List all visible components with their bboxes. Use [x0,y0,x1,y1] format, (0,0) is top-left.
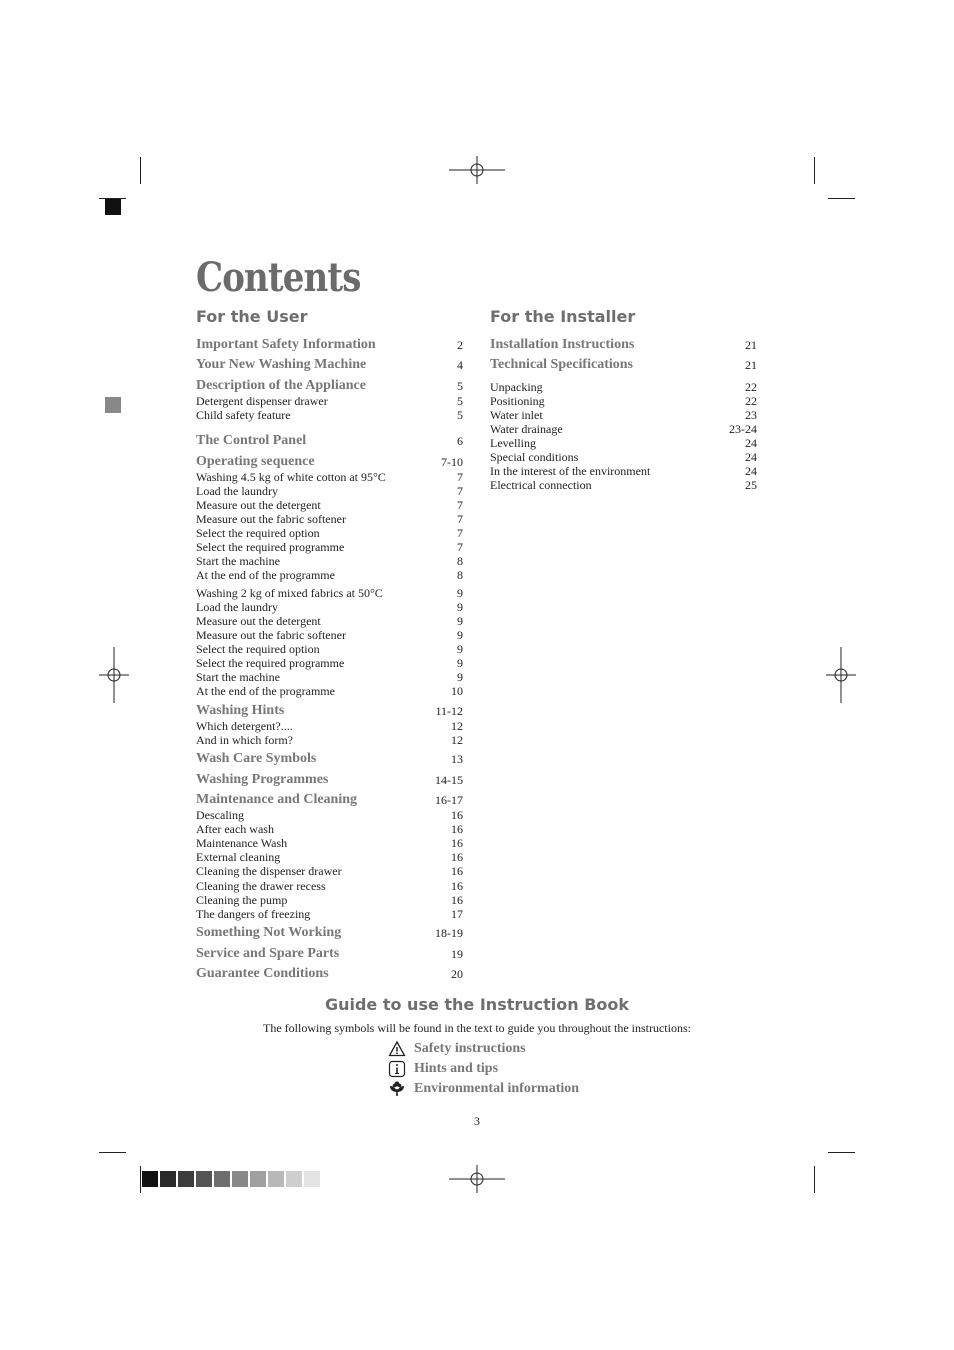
toc-heading-entry [196,432,463,450]
guide-title: Guide to use the Instruction Book [324,995,630,1014]
toc-entry-page: 7 [457,540,463,554]
toc-heading-entry [196,336,463,354]
toc-entry-page: 24 [745,436,757,450]
toc-entry-label: Something Not Working [196,925,342,940]
toc-entry-label: Levelling [490,436,536,450]
crop-mark [814,1166,815,1193]
toc-entry-page: 21 [745,338,757,352]
toc-entry [490,464,757,478]
toc-entry [196,670,463,684]
toc-entry [196,733,463,747]
toc-entry-page: 10 [451,684,463,698]
toc-entry [196,822,463,836]
legend-label: Hints and tips [414,1061,499,1076]
toc-heading-entry [196,377,463,395]
toc-entry-label: Measure out the detergent [196,614,321,628]
toc-heading-entry [196,750,463,768]
toc-entry-label: Important Safety Information [196,337,376,352]
toc-entry-page: 16 [451,836,463,850]
toc-entry-page: 9 [457,586,463,600]
toc-entry-page: 20 [451,967,463,981]
toc-entry-label: Select the required programme [196,540,345,554]
toc-entry [196,628,463,642]
user-section-heading: For the User [196,307,308,326]
toc-entry-page: 17 [451,907,463,921]
toc-entry [196,836,463,850]
toc-entry-label: Washing 4.5 kg of white cotton at 95°C [196,470,386,484]
toc-entry-label: The Control Panel [196,433,307,448]
info-icon [388,1060,406,1078]
toc-entry-page: 2 [457,338,463,352]
toc-entry-page: 16-17 [435,793,463,807]
toc-entry-label: Maintenance and Cleaning [196,792,358,807]
toc-entry-page: 4 [457,358,463,372]
toc-heading-entry [196,356,463,374]
toc-entry-page: 8 [457,554,463,568]
toc-entry-label: Guarantee Conditions [196,966,329,981]
toc-entry-label: Electrical connection [490,478,592,492]
toc-entry [196,586,463,600]
toc-entry-page: 12 [451,733,463,747]
toc-entry [490,422,757,436]
page-number: 3 [474,1114,480,1128]
toc-entry-label: Washing Hints [196,703,285,718]
toc-entry-label: And in which form? [196,733,293,747]
warning-triangle-icon [388,1040,406,1058]
toc-entry-page: 12 [451,719,463,733]
color-swatch [142,1171,158,1187]
toc-entry-label: Positioning [490,394,545,408]
toc-entry-page: 16 [451,864,463,878]
toc-entry [196,512,463,526]
guide-text: The following symbols will be found in the text to guide you throughout the instructions: [263,1021,691,1035]
toc-entry-page: 7 [457,498,463,512]
toc-entry [490,450,757,464]
toc-entry-page: 22 [745,380,757,394]
flower-icon [388,1080,406,1098]
toc-entry-label: After each wash [196,822,274,836]
toc-entry-page: 16 [451,893,463,907]
toc-entry-page: 14-15 [435,773,463,787]
toc-entry-label: Description of the Appliance [196,378,366,393]
crop-mark [140,157,141,184]
black-marker-square [105,199,121,215]
toc-entry-page: 9 [457,628,463,642]
toc-entry [196,614,463,628]
crop-mark [828,1152,855,1153]
toc-entry-page: 21 [745,358,757,372]
toc-entry-page: 11-12 [435,704,463,718]
toc-entry-label: Washing Programmes [196,772,329,787]
toc-entry-page: 7 [457,484,463,498]
crop-mark [828,198,855,199]
toc-entry [196,540,463,554]
toc-entry-page: 9 [457,656,463,670]
toc-entry [196,893,463,907]
installer-section-heading: For the Installer [490,307,636,326]
gray-marker-square [105,397,121,413]
color-swatch [160,1171,176,1187]
toc-entry-label: Measure out the detergent [196,498,321,512]
toc-entry-page: 9 [457,670,463,684]
toc-entry-label: Start the machine [196,554,280,568]
toc-entry [196,408,463,422]
toc-entry-page: 5 [457,408,463,422]
toc-entry-label: Unpacking [490,380,543,394]
toc-entry-label: Special conditions [490,450,579,464]
toc-entry-page: 7 [457,526,463,540]
toc-entry-page: 16 [451,850,463,864]
toc-entry-page: 16 [451,879,463,893]
toc-entry [196,498,463,512]
toc-entry-label: Start the machine [196,670,280,684]
toc-entry-page: 7 [457,470,463,484]
toc-entry-page: 18-19 [435,926,463,940]
toc-entry [196,864,463,878]
toc-entry-label: Maintenance Wash [196,836,288,850]
color-swatch [232,1171,248,1187]
legend-label: Environmental information [414,1081,580,1096]
toc-entry [196,526,463,540]
toc-heading-entry [196,945,463,963]
toc-entry-label: In the interest of the environment [490,464,651,478]
toc-entry-page: 23 [745,408,757,422]
toc-entry [196,568,463,582]
toc-entry [490,380,757,394]
toc-entry [196,656,463,670]
toc-heading-entry [490,356,757,374]
toc-heading-entry [196,453,463,471]
toc-entry-label: Cleaning the drawer recess [196,879,326,893]
toc-entry-page: 8 [457,568,463,582]
crop-mark [140,1166,141,1193]
toc-entry-label: Select the required programme [196,656,345,670]
toc-entry [196,642,463,656]
toc-entry-label: Measure out the fabric softener [196,628,346,642]
toc-entry-page: 5 [457,394,463,408]
page-title: Contents [196,254,361,301]
registration-mark-icon [449,1165,505,1193]
registration-mark-icon [449,156,505,184]
toc-entry-page: 25 [745,478,757,492]
crop-mark [99,1152,126,1153]
toc-entry-page: 24 [745,464,757,478]
toc-entry-page: 23-24 [729,422,757,436]
toc-entry-label: Descaling [196,808,244,822]
toc-heading-entry [196,771,463,789]
toc-entry-page: 9 [457,642,463,656]
toc-entry-label: Water inlet [490,408,543,422]
toc-entry-label: Measure out the fabric softener [196,512,346,526]
toc-entry [490,394,757,408]
color-swatch [250,1171,266,1187]
toc-entry-page: 22 [745,394,757,408]
toc-entry-page: 9 [457,600,463,614]
toc-entry [196,850,463,864]
toc-entry [196,484,463,498]
toc-entry-label: Operating sequence [196,454,315,469]
toc-entry-label: Cleaning the pump [196,893,288,907]
toc-entry [196,394,463,408]
color-swatch [178,1171,194,1187]
toc-entry-label: Which detergent?.... [196,719,293,733]
toc-entry [196,470,463,484]
toc-entry [196,600,463,614]
toc-entry [196,719,463,733]
toc-entry-label: Washing 2 kg of mixed fabrics at 50°C [196,586,383,600]
toc-entry-page: 9 [457,614,463,628]
registration-mark-icon [826,647,856,703]
toc-heading-entry [196,924,463,942]
toc-heading-entry [196,791,463,809]
toc-entry-page: 19 [451,947,463,961]
toc-entry-label: External cleaning [196,850,281,864]
registration-mark-icon [99,647,129,703]
toc-entry-page: 6 [457,434,463,448]
legend-label: Safety instructions [414,1041,526,1056]
toc-entry-label: Child safety feature [196,408,291,422]
toc-entry-page: 24 [745,450,757,464]
toc-entry [196,808,463,822]
toc-entry-label: The dangers of freezing [196,907,311,921]
toc-entry [196,879,463,893]
color-swatch [268,1171,284,1187]
toc-entry-page: 7 [457,512,463,526]
toc-entry-label: Load the laundry [196,600,278,614]
toc-entry-page: 16 [451,808,463,822]
toc-entry-label: Water drainage [490,422,563,436]
toc-entry [490,408,757,422]
toc-entry-label: Cleaning the dispenser drawer [196,864,342,878]
toc-entry [490,478,757,492]
toc-entry-label: At the end of the programme [196,568,335,582]
toc-entry-page: 7-10 [441,455,463,469]
toc-heading-entry [490,336,757,354]
toc-entry-label: Load the laundry [196,484,278,498]
toc-entry-label: Service and Spare Parts [196,946,340,961]
toc-entry-label: Installation Instructions [490,337,635,352]
color-swatch [196,1171,212,1187]
toc-heading-entry [196,965,463,983]
color-swatch [214,1171,230,1187]
color-swatch [304,1171,320,1187]
toc-entry-label: Wash Care Symbols [196,751,317,766]
toc-entry-label: Your New Washing Machine [196,357,367,372]
toc-entry [490,436,757,450]
toc-entry-page: 5 [457,379,463,393]
color-swatch [286,1171,302,1187]
toc-entry-label: Select the required option [196,526,320,540]
crop-mark [814,157,815,184]
toc-entry [196,554,463,568]
toc-entry [196,684,463,698]
toc-entry-page: 16 [451,822,463,836]
toc-entry-label: At the end of the programme [196,684,335,698]
toc-heading-entry [196,702,463,720]
toc-entry-label: Detergent dispenser drawer [196,394,328,408]
toc-entry-label: Technical Specifications [490,357,633,372]
toc-entry-label: Select the required option [196,642,320,656]
toc-entry-page: 13 [451,752,463,766]
toc-entry [196,907,463,921]
